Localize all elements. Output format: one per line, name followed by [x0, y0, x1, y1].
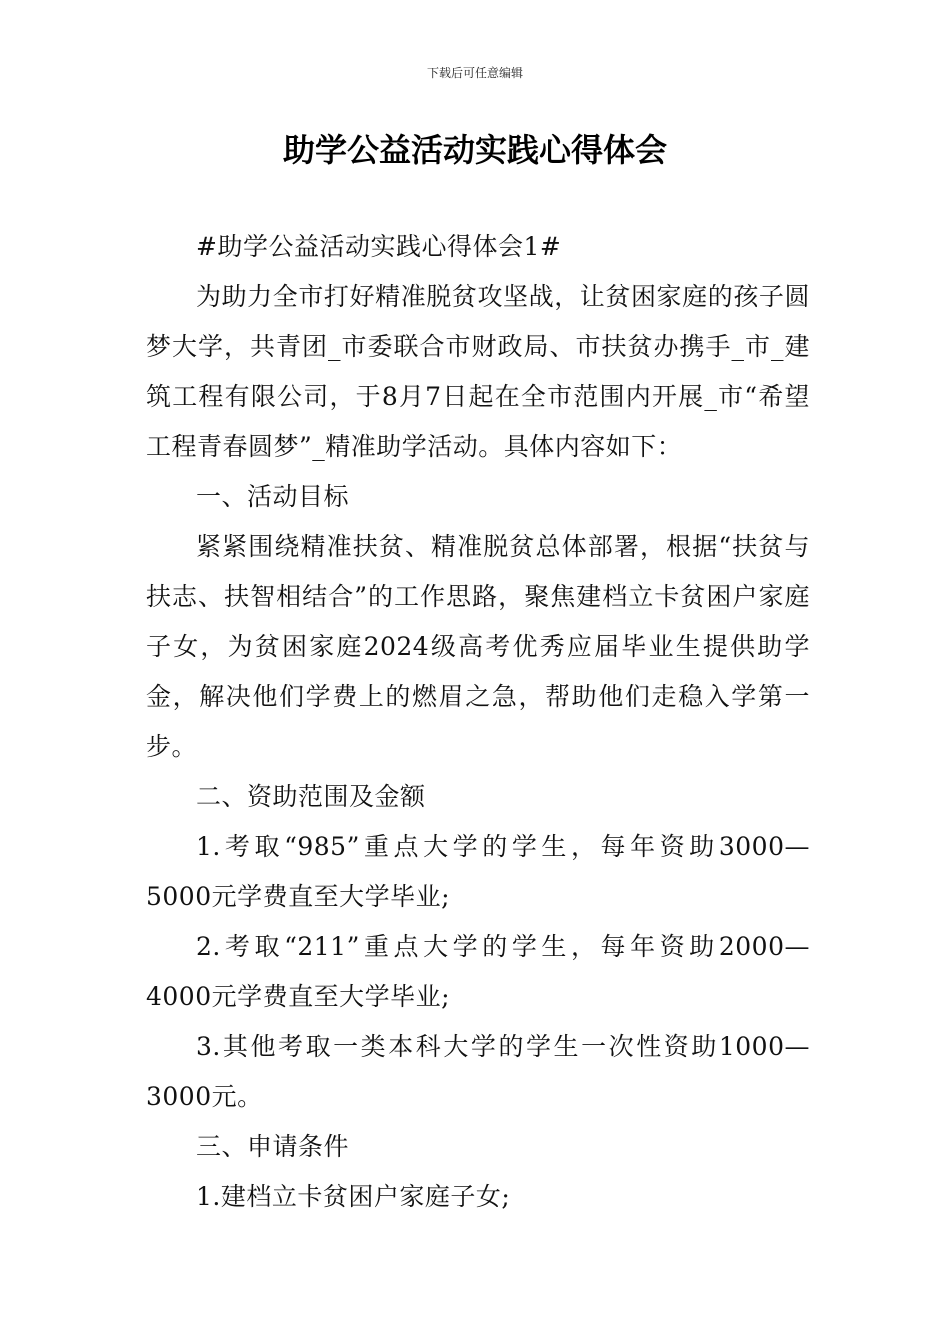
document-body	[146, 222, 810, 1222]
paragraph-goal: 紧紧围绕精准扶贫、精准脱贫总体部署，根据“扶贫与扶志、扶智相结合”的工作思路，聚焦建档立卡贫困户家庭子女，为贫困家庭2024级高考优秀应届毕业生提供助学金，解决他们学费上的燃眉之急，帮助他们走稳入学第一步。	[146, 532, 810, 761]
list-item-condition-1: 1.建档立卡贫困户家庭子女;	[196, 1182, 511, 1211]
page-header-note: 下载后可任意编辑	[426, 66, 523, 80]
list-item-scope-3: 3.其他考取一类本科大学的学生一次性资助1000—3000元。	[146, 1032, 810, 1111]
list-item-scope-1: 1.考取“985”重点大学的学生，每年资助3000—5000元学费直至大学毕业;	[146, 832, 810, 911]
section-heading-goal: 一、活动目标	[196, 482, 350, 511]
list-item-scope-2: 2.考取“211”重点大学的学生，每年资助2000—4000元学费直至大学毕业;	[146, 932, 810, 1011]
section-heading-scope: 二、资助范围及金额	[196, 782, 426, 811]
section-heading-conditions: 三、申请条件	[196, 1132, 350, 1161]
document-title: 助学公益活动实践心得体会	[282, 131, 667, 169]
paragraph-intro: 为助力全市打好精准脱贫攻坚战，让贫困家庭的孩子圆梦大学，共青团_市委联合市财政局、市扶贫办携手_市_建筑工程有限公司，于8月7日起在全市范围内开展_市“希望工程青春圆梦”_精准助学活动。具体内容如下：	[146, 282, 810, 461]
paragraph-subtitle: #助学公益活动实践心得体会1#	[196, 232, 562, 261]
